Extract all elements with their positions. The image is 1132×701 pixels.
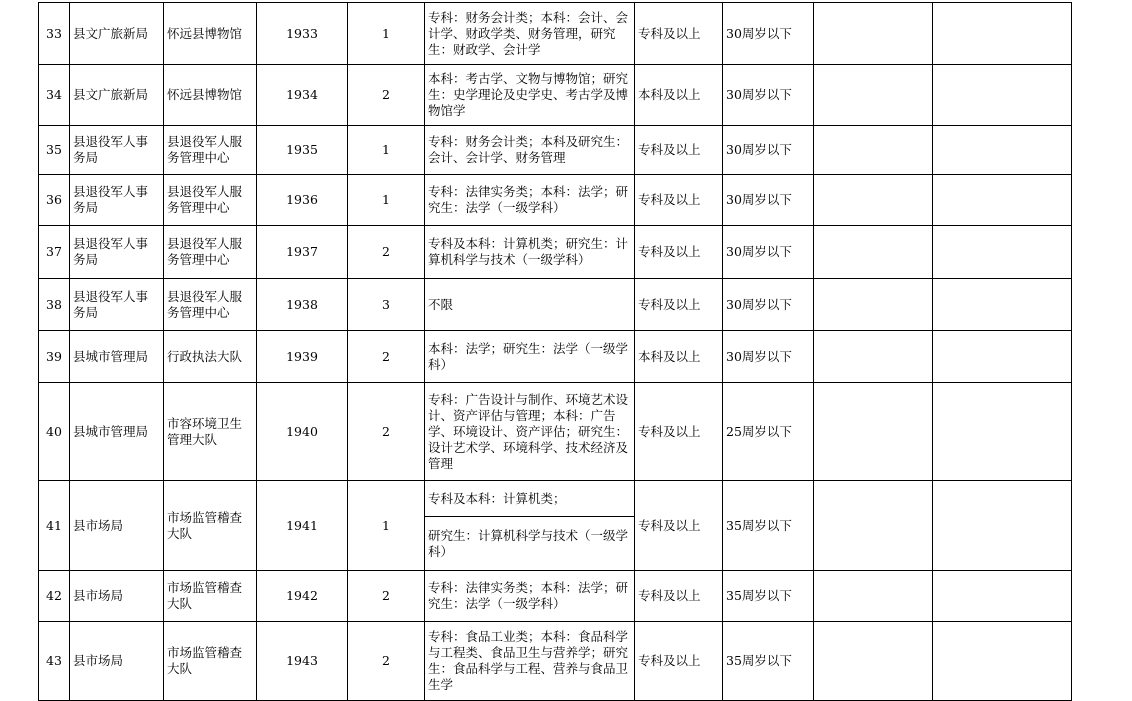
department-cell: 县市场局 — [70, 571, 164, 622]
employer-unit-cell: 市场监管稽查大队 — [164, 622, 257, 701]
remarks-cell — [933, 65, 1072, 126]
other-requirement-cell — [814, 571, 933, 622]
major-requirement-cell: 专科及本科：计算机类；研究生：计算机科学与技术（一级学科） — [425, 226, 635, 279]
major-requirement-cell: 不限 — [425, 279, 635, 331]
other-requirement-cell — [814, 481, 933, 571]
education-cell: 专科及以上 — [635, 383, 723, 481]
position-code-cell: 1935 — [257, 126, 348, 175]
remarks-cell — [933, 331, 1072, 383]
major-requirement-cell: 专科：财务会计类；本科：会计、会计学、财政学类、财务管理，研究生：财政学、会计学 — [425, 3, 635, 65]
headcount-cell: 1 — [348, 175, 425, 226]
headcount-cell: 1 — [348, 3, 425, 65]
position-code-cell: 1939 — [257, 331, 348, 383]
employer-unit-cell: 县退役军人服务管理中心 — [164, 226, 257, 279]
remarks-cell — [933, 383, 1072, 481]
row-number: 35 — [39, 126, 70, 175]
position-code-cell: 1940 — [257, 383, 348, 481]
employer-unit-cell: 市场监管稽查大队 — [164, 571, 257, 622]
education-cell: 专科及以上 — [635, 622, 723, 701]
table-row — [39, 331, 1072, 383]
row-number: 37 — [39, 226, 70, 279]
employer-unit-cell: 怀远县博物馆 — [164, 3, 257, 65]
position-code-cell: 1943 — [257, 622, 348, 701]
education-cell: 专科及以上 — [635, 226, 723, 279]
table-row — [39, 571, 1072, 622]
headcount-cell: 2 — [348, 331, 425, 383]
row-number: 38 — [39, 279, 70, 331]
headcount-cell: 2 — [348, 65, 425, 126]
department-cell: 县退役军人事务局 — [70, 226, 164, 279]
employer-unit-cell: 市容环境卫生管理大队 — [164, 383, 257, 481]
remarks-cell — [933, 175, 1072, 226]
major-requirement-cell: 专科：广告设计与制作、环境艺术设计、资产评估与管理；本科：广告学、环境设计、资产评估；研究生：设计艺术学、环境科学、技术经济及管理 — [425, 383, 635, 481]
age-limit-cell: 35周岁以下 — [723, 571, 814, 622]
employer-unit-cell: 怀远县博物馆 — [164, 65, 257, 126]
table-row — [39, 126, 1072, 175]
table-row — [39, 65, 1072, 126]
row-number: 39 — [39, 331, 70, 383]
other-requirement-cell — [814, 126, 933, 175]
table-body — [39, 3, 1072, 701]
remarks-cell — [933, 481, 1072, 571]
major-requirement-cell: 专科：法律实务类；本科：法学；研究生：法学（一级学科） — [425, 175, 635, 226]
row-number: 41 — [39, 481, 70, 571]
major-requirement-cell: 专科及本科：计算机类； — [425, 481, 635, 517]
employer-unit-cell: 县退役军人服务管理中心 — [164, 126, 257, 175]
age-limit-cell: 35周岁以下 — [723, 622, 814, 701]
position-table — [38, 2, 1072, 701]
department-cell: 县退役军人事务局 — [70, 126, 164, 175]
education-cell: 专科及以上 — [635, 279, 723, 331]
table-row — [39, 226, 1072, 279]
other-requirement-cell — [814, 279, 933, 331]
department-cell: 县市场局 — [70, 622, 164, 701]
position-code-cell: 1936 — [257, 175, 348, 226]
other-requirement-cell — [814, 175, 933, 226]
age-limit-cell: 35周岁以下 — [723, 481, 814, 571]
other-requirement-cell — [814, 383, 933, 481]
headcount-cell: 2 — [348, 571, 425, 622]
headcount-cell: 1 — [348, 481, 425, 571]
major-requirement-cell: 专科：法律实务类；本科：法学；研究生：法学（一级学科） — [425, 571, 635, 622]
major-requirement-cell: 本科：考古学、文物与博物馆；研究生：史学理论及史学史、考古学及博物馆学 — [425, 65, 635, 126]
age-limit-cell: 30周岁以下 — [723, 331, 814, 383]
other-requirement-cell — [814, 65, 933, 126]
major-requirement-cell: 本科：法学；研究生：法学（一级学科） — [425, 331, 635, 383]
other-requirement-cell — [814, 226, 933, 279]
education-cell: 本科及以上 — [635, 331, 723, 383]
employer-unit-cell: 县退役军人服务管理中心 — [164, 175, 257, 226]
age-limit-cell: 30周岁以下 — [723, 3, 814, 65]
headcount-cell: 2 — [348, 226, 425, 279]
department-cell: 县市场局 — [70, 481, 164, 571]
department-cell: 县退役军人事务局 — [70, 175, 164, 226]
education-cell: 专科及以上 — [635, 175, 723, 226]
age-limit-cell: 30周岁以下 — [723, 126, 814, 175]
other-requirement-cell — [814, 622, 933, 701]
remarks-cell — [933, 279, 1072, 331]
age-limit-cell: 30周岁以下 — [723, 279, 814, 331]
age-limit-cell: 25周岁以下 — [723, 383, 814, 481]
age-limit-cell: 30周岁以下 — [723, 175, 814, 226]
major-requirement-cell: 专科：食品工业类；本科：食品科学与工程类、食品卫生与营养学；研究生：食品科学与工程、营养与食品卫生学 — [425, 622, 635, 701]
table-row — [39, 279, 1072, 331]
department-cell: 县退役军人事务局 — [70, 279, 164, 331]
position-code-cell: 1938 — [257, 279, 348, 331]
position-code-cell: 1937 — [257, 226, 348, 279]
remarks-cell — [933, 622, 1072, 701]
department-cell: 县文广旅新局 — [70, 65, 164, 126]
remarks-cell — [933, 126, 1072, 175]
position-code-cell: 1933 — [257, 3, 348, 65]
employer-unit-cell: 县退役军人服务管理中心 — [164, 279, 257, 331]
position-code-cell: 1941 — [257, 481, 348, 571]
position-code-cell: 1942 — [257, 571, 348, 622]
headcount-cell: 2 — [348, 622, 425, 701]
row-number: 43 — [39, 622, 70, 701]
table-row — [39, 383, 1072, 481]
other-requirement-cell — [814, 3, 933, 65]
department-cell: 县文广旅新局 — [70, 3, 164, 65]
education-cell: 专科及以上 — [635, 3, 723, 65]
table-row — [39, 175, 1072, 226]
education-cell: 本科及以上 — [635, 65, 723, 126]
position-code-cell: 1934 — [257, 65, 348, 126]
row-number: 42 — [39, 571, 70, 622]
row-number: 33 — [39, 3, 70, 65]
education-cell: 专科及以上 — [635, 126, 723, 175]
table-row — [39, 622, 1072, 701]
headcount-cell: 3 — [348, 279, 425, 331]
headcount-cell: 2 — [348, 383, 425, 481]
employer-unit-cell: 行政执法大队 — [164, 331, 257, 383]
major-requirement-cell: 研究生：计算机科学与技术（一级学科） — [425, 517, 635, 571]
row-number: 34 — [39, 65, 70, 126]
table-row — [39, 481, 1072, 517]
age-limit-cell: 30周岁以下 — [723, 226, 814, 279]
department-cell: 县城市管理局 — [70, 383, 164, 481]
education-cell: 专科及以上 — [635, 571, 723, 622]
table-row — [39, 3, 1072, 65]
education-cell: 专科及以上 — [635, 481, 723, 571]
age-limit-cell: 30周岁以下 — [723, 65, 814, 126]
row-number: 36 — [39, 175, 70, 226]
other-requirement-cell — [814, 331, 933, 383]
remarks-cell — [933, 3, 1072, 65]
row-number: 40 — [39, 383, 70, 481]
employer-unit-cell: 市场监管稽查大队 — [164, 481, 257, 571]
remarks-cell — [933, 571, 1072, 622]
headcount-cell: 1 — [348, 126, 425, 175]
major-requirement-cell: 专科：财务会计类；本科及研究生：会计、会计学、财务管理 — [425, 126, 635, 175]
department-cell: 县城市管理局 — [70, 331, 164, 383]
remarks-cell — [933, 226, 1072, 279]
